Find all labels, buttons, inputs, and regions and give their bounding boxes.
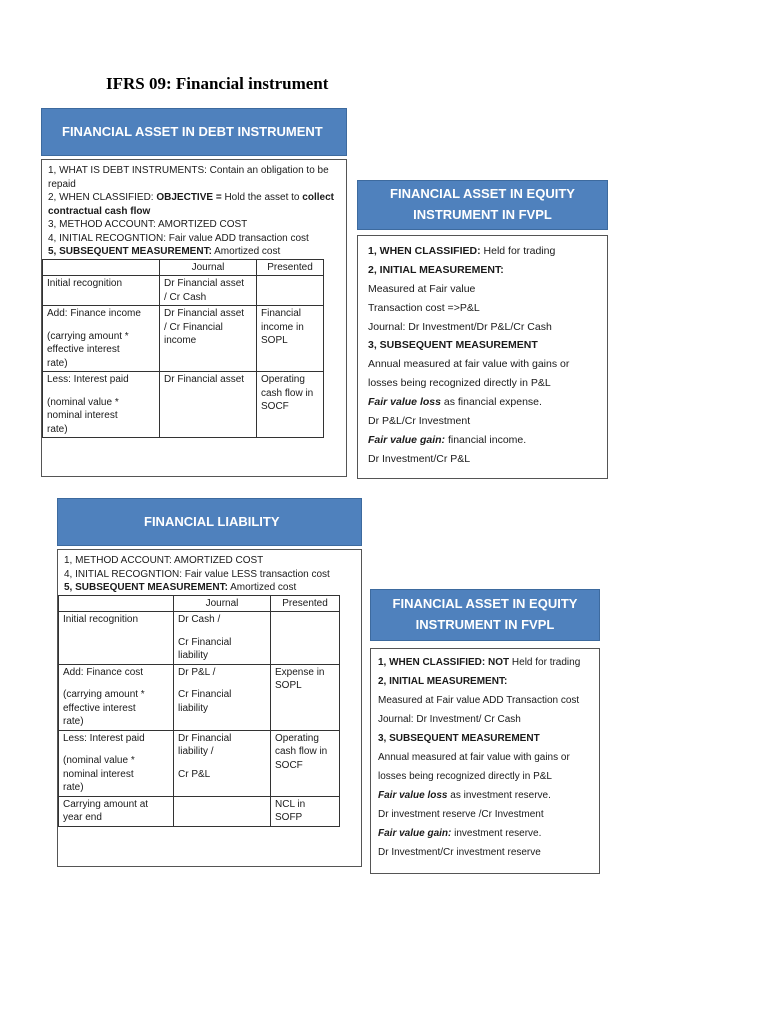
liability-table-row-presented-cell	[271, 730, 340, 796]
debt-journal-table	[42, 259, 324, 439]
cell-text-line: Less: Interest paid	[63, 732, 145, 744]
cell-text-line: nominal interest	[47, 410, 118, 421]
eq1-line-10: Dr P&L/Cr Investment	[368, 415, 471, 428]
liability-table-row	[59, 664, 340, 730]
financial-liability-heading: FINANCIAL LIABILITY	[57, 498, 362, 546]
cell-text-line: SOCF	[261, 401, 289, 412]
liability-table-row-presented-cell	[271, 796, 340, 826]
cell-text-line: Financial	[261, 308, 302, 319]
cell-text-line: Operating	[275, 732, 319, 744]
liability-table-row-presented-cell	[271, 664, 340, 730]
cell-text-line	[275, 613, 335, 622]
financial-liability-panel	[57, 549, 362, 867]
debt-intro-5: 5, SUBSEQUENT MEASUREMENT: Amortized cost	[48, 246, 281, 257]
debt-intro-4: 4, INITIAL RECOGNTION: Fair value ADD transaction cost	[48, 232, 309, 244]
debt-col-journal: Journal	[160, 259, 257, 276]
liability-table-row-item-cell	[59, 664, 174, 730]
liability-table-row-presented-cell	[271, 612, 340, 665]
debt-table-row-presented-cell	[257, 276, 324, 306]
cell-text-line: (carrying amount *	[47, 330, 129, 342]
cell-text-line: SOPL	[261, 335, 288, 346]
cell-text-line: liability	[178, 650, 209, 661]
eq1-line-7: Annual measured at fair value with gains or	[368, 358, 570, 371]
debt-table-row-item-cell	[43, 306, 160, 372]
cell-text-line: income	[164, 335, 197, 346]
liability-table-row	[59, 612, 340, 665]
cell-text-line: / Cr Cash	[164, 291, 207, 303]
debt-table-row-journal-cell	[160, 306, 257, 372]
cell-text-line	[63, 679, 169, 688]
debt-table-row-presented-cell	[257, 372, 324, 438]
debt-intro-2: 2, WHEN CLASSIFIED: OBJECTIVE = Hold the asset to collect contractual cash flow	[48, 192, 334, 217]
cell-text-line: SOPL	[275, 680, 302, 691]
eq2-line-7: losses being recognized directly in P&L	[378, 771, 552, 782]
cell-text-line	[178, 798, 266, 807]
cell-text-line: NCL in SOFP	[275, 798, 306, 823]
eq1-line-1: 1, WHEN CLASSIFIED: Held for trading	[368, 245, 556, 257]
cell-text-line: rate)	[47, 423, 68, 435]
cell-text-line: Operating	[261, 374, 305, 385]
cell-text-line	[47, 387, 155, 396]
liability-table-row-journal-cell	[174, 796, 271, 826]
debt-intro-3: 3, METHOD ACCOUNT: AMORTIZED COST	[48, 219, 248, 230]
eq2-line-2: 2, INITIAL MEASUREMENT:	[378, 676, 508, 687]
cell-text-line: rate)	[63, 782, 84, 793]
debt-table-row	[43, 306, 324, 372]
eq1-line-4: Transaction cost =>P&L	[368, 301, 480, 314]
liability-table-row	[59, 796, 340, 826]
eq1-line-3: Measured at Fair value	[368, 282, 476, 295]
cell-text-line: effective interest	[47, 344, 120, 355]
eq2-line-10: Fair value gain: investment reserve.	[378, 828, 542, 839]
liab-col-item	[59, 595, 174, 612]
cell-text-line: (nominal value *	[47, 396, 119, 408]
cell-text-line: Less: Interest paid	[47, 374, 129, 385]
liab-intro-1: 1, METHOD ACCOUNT: AMORTIZED COST	[64, 555, 264, 566]
debt-intro-1: 1, WHAT IS DEBT INSTRUMENTS: Contain an obligation to be repaid	[48, 165, 329, 190]
cell-text-line: Expense in	[275, 666, 325, 678]
eq2-line-11: Dr Investment/Cr investment reserve	[378, 847, 541, 858]
cell-text-line	[261, 277, 319, 286]
equity-not-trading-heading: FINANCIAL ASSET IN EQUITY INSTRUMENT IN FVPL	[370, 589, 600, 641]
cell-text-line: rate)	[47, 357, 68, 369]
liability-table-row-journal-cell	[174, 730, 271, 796]
debt-table-row	[43, 276, 324, 306]
cell-text-line	[178, 759, 266, 768]
liab-col-presented: Presented	[271, 595, 340, 612]
cell-text-line: nominal interest	[63, 768, 134, 780]
document-title: IFRS 09: Financial instrument	[106, 74, 329, 93]
liability-table-row	[59, 730, 340, 796]
debt-table-row-journal-cell	[160, 276, 257, 306]
debt-table-row-presented-cell	[257, 306, 324, 372]
cell-text-line: Dr Financial asset	[164, 278, 245, 289]
debt-instrument-panel	[41, 159, 347, 477]
cell-text-line: cash flow in	[261, 387, 314, 399]
liability-journal-table	[58, 595, 340, 827]
equity-fvpl-panel	[357, 235, 608, 479]
eq2-line-1: 1, WHEN CLASSIFIED: NOT Held for trading	[378, 657, 581, 668]
cell-text-line	[63, 745, 169, 754]
eq2-line-5: 3, SUBSEQUENT MEASUREMENT	[378, 733, 540, 744]
liability-table-row-item-cell	[59, 730, 174, 796]
cell-text-line: Dr Financial	[178, 732, 232, 744]
cell-text-line	[178, 679, 266, 688]
cell-text-line	[178, 627, 266, 636]
cell-text-line: income in	[261, 321, 304, 333]
equity-not-trading-panel	[370, 648, 600, 874]
equity-fvpl-heading: FINANCIAL ASSET IN EQUITY INSTRUMENT IN FVPL	[357, 180, 608, 230]
cell-text-line: Carrying amount at	[63, 798, 149, 810]
debt-table-row-item-cell	[43, 276, 160, 306]
debt-table-row	[43, 372, 324, 438]
cell-text-line: Initial recognition	[63, 614, 139, 625]
eq1-line-8: losses being recognized directly in P&L	[368, 377, 551, 390]
cell-text-line: cash flow in	[275, 746, 328, 757]
cell-text-line: Add: Finance income	[47, 308, 141, 319]
cell-text-line: liability	[178, 702, 209, 714]
cell-text-line: rate)	[63, 716, 84, 727]
eq1-line-12: Dr Investment/Cr P&L	[368, 452, 471, 465]
debt-instrument-heading: FINANCIAL ASSET IN DEBT INSTRUMENT	[41, 108, 347, 156]
cell-text-line: (carrying amount *	[63, 689, 145, 700]
liability-table-row-item-cell	[59, 612, 174, 665]
liab-intro-3: 5, SUBSEQUENT MEASUREMENT: Amortized cost	[64, 582, 297, 593]
liability-table-row-item-cell	[59, 796, 174, 826]
cell-text-line: Dr P&L /	[178, 666, 216, 678]
cell-text-line	[47, 321, 155, 330]
debt-col-item	[43, 259, 160, 276]
eq1-line-6: 3, SUBSEQUENT MEASUREMENT	[368, 339, 538, 352]
liability-table-row-journal-cell	[174, 664, 271, 730]
debt-table-row-journal-cell	[160, 372, 257, 438]
eq2-line-3: Measured at Fair value ADD Transaction cost	[378, 695, 580, 706]
eq1-line-5: Journal: Dr Investment/Dr P&L/Cr Cash	[368, 320, 552, 333]
eq1-line-9: Fair value loss as financial expense.	[368, 396, 542, 409]
eq2-line-8: Fair value loss as investment reserve.	[378, 790, 551, 801]
cell-text-line: (nominal value *	[63, 755, 135, 766]
cell-text-line: Dr Financial asset	[164, 308, 245, 319]
eq2-line-6: Annual measured at fair value with gains or	[378, 752, 570, 763]
cell-text-line: year end	[63, 812, 102, 823]
cell-text-line: Cr P&L	[178, 768, 211, 780]
cell-text-line: Initial recognition	[47, 278, 123, 289]
cell-text-line: / Cr Financial	[164, 321, 223, 333]
debt-table-row-item-cell	[43, 372, 160, 438]
cell-text-line: Cr Financial	[178, 689, 232, 700]
cell-text-line: Dr Financial asset	[164, 374, 245, 385]
cell-text-line: effective interest	[63, 702, 136, 714]
eq2-line-4: Journal: Dr Investment/ Cr Cash	[378, 714, 521, 725]
cell-text-line: Add: Finance cost	[63, 666, 144, 678]
cell-text-line: SOCF	[275, 759, 303, 771]
eq1-line-11: Fair value gain: financial income.	[368, 433, 527, 446]
liability-table-row-journal-cell	[174, 612, 271, 665]
eq2-line-9: Dr investment reserve /Cr Investment	[378, 809, 544, 820]
liab-intro-2: 4, INITIAL RECOGNTION: Fair value LESS transaction cost	[64, 568, 330, 580]
cell-text-line: Cr Financial	[178, 636, 232, 648]
cell-text-line: Dr Cash /	[178, 614, 221, 625]
cell-text-line: liability /	[178, 746, 214, 757]
liab-col-journal: Journal	[174, 595, 271, 612]
eq1-line-2: 2, INITIAL MEASUREMENT:	[368, 263, 504, 276]
debt-col-presented: Presented	[257, 259, 324, 276]
